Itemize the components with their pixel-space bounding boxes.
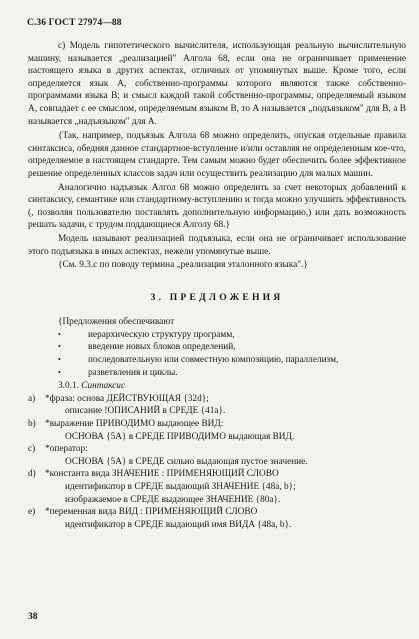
rule-label: b) xyxy=(28,419,36,430)
paragraph-see-reference: {См. 9.3.с по поводу термина „реализация эталонного языка".} xyxy=(58,260,308,271)
rule-line: ОСНОВА {5А} в СРЕДЕ сильно выдающая пустое значение. xyxy=(65,456,308,467)
rule-label: a) xyxy=(28,393,36,404)
list-item: • введение новых блоков определений, xyxy=(58,341,406,354)
rule-line: *оператор: xyxy=(45,444,88,455)
list-item: • последовательную или совместную композицию, параллелизм, xyxy=(58,354,406,367)
rule-c xyxy=(28,443,406,468)
rule-d xyxy=(28,468,406,506)
page-content xyxy=(28,40,406,531)
subsection-heading xyxy=(28,380,406,393)
rule-line: изображаемое в СРЕДЕ выдающее ЗНАЧЕНИЕ {80а}. xyxy=(65,494,281,505)
rule-line: *константа вида ЗНАЧЕНИЕ : ПРИМЕНЯЮЩИЙ СЛОВО xyxy=(45,469,279,480)
rule-label: d) xyxy=(28,469,36,480)
paragraph-sublanguage-example: {Так, например, подъязык Алгола 68 можно определить, опуская отдельные правила синтаксиса, обедняя данное стандартное-вступление и/или оставляя не определенным кое-что, определяемое в настоящем стандарте. Тем самым можно будет обеспечить более эффективное решение определенных классов задач или осуществить реализацию для малых машин. xyxy=(28,131,406,179)
list-item: • иерархическую структуру программ, xyxy=(58,329,406,342)
bullet-list xyxy=(28,329,406,379)
rule-line: *фраза: основа ДЕЙСТВУЮЩАЯ {32d}; xyxy=(45,393,209,404)
syntax-rules xyxy=(28,393,406,532)
rule-line: описание !ОПИСАНИЙ в СРЕДЕ {41a}. xyxy=(65,406,226,417)
paragraph-model-definition: с) Модель гипотетического вычислителя, использующая реальную вычислительную машину, называется „реализацией" Алгола 68, если она не ограничивает применение настоящего языка в других аспектах, отличных от упомянутых выше. Кроме того, если определяется язык А, собственно-программы которого являются также собственно-программами языка В; и смысл каждой такой собственно-программы, определяемый языком А, совпадает с ее смыслом, определяемым языком В, то А называется „подъязыком" для В, а В называется „надъязыком" для А. xyxy=(28,41,406,127)
rule-b xyxy=(28,418,406,443)
rule-line: *переменная вида ВИД : ПРИМЕНЯЮЩИЙ СЛОВО xyxy=(45,507,258,518)
page-number: 38 xyxy=(28,612,38,622)
rule-line: *выражение ПРИВОДИМО выдающее ВИД: xyxy=(45,419,224,430)
rule-line: идентификатор в СРЕДЕ выдающий ЗНАЧЕНИЕ {48а, b}; xyxy=(65,482,296,492)
rule-label: с) xyxy=(28,444,36,455)
page-header: С.36 ГОСТ 27974—88 xyxy=(27,18,122,28)
paragraph-sublanguage-implementation: Модель называют реализацией подъязыка, если она не ограничивает использование этого подъязыка в иных аспектах, нежели упомянутые выше. xyxy=(28,233,406,257)
paragraph-superlanguage: Аналогично надъязык Алгол 68 можно определить за счет некоторых добавлений к синтаксису, семантике или стандартному-вступлению и тогда можно улучшить эффективность (, позволяя пользователю поставлять дополнительную информацию,) или дать возможность решать задачи, с трудом поддающиеся Алголу 68.} xyxy=(28,182,406,231)
subsection-number: 3.0.1. xyxy=(58,381,79,392)
intro-text: {Предложения обеспечивают xyxy=(58,317,175,328)
subsection-title: Синтаксис xyxy=(81,381,126,392)
rule-line: ОСНОВА {5А} в СРЕДЕ ПРИВОДИМО выдающая ВИД. xyxy=(65,431,295,442)
list-item: • разветвления и циклы. xyxy=(58,367,406,380)
rule-a xyxy=(28,393,406,418)
rule-label: е) xyxy=(28,507,36,518)
section-title: 3. ПРЕДЛОЖЕНИЯ xyxy=(150,291,284,303)
rule-e xyxy=(28,506,406,531)
rule-line: идентификатор в СРЕДЕ выдающий имя ВИДА {48а, b}. xyxy=(65,519,292,530)
